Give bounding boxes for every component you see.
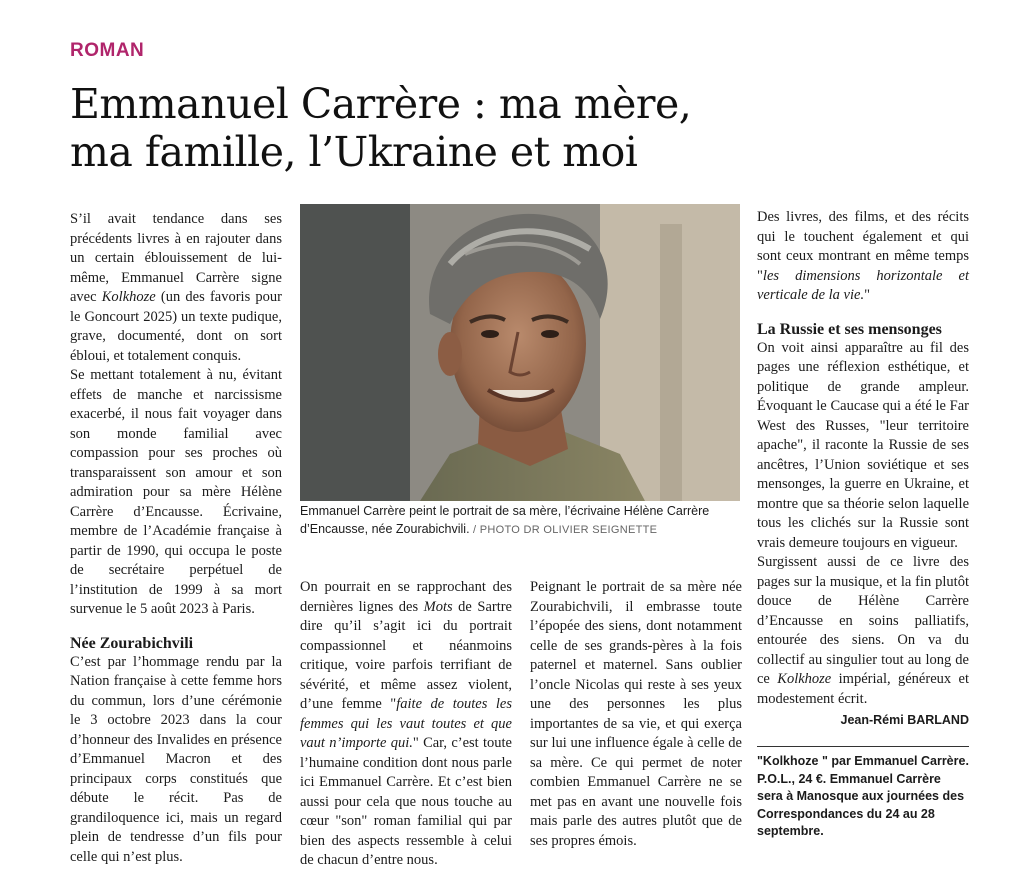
book-title-mots: Mots (423, 598, 453, 615)
subheading-nee-zourabichvili: Née Zourabichvili (70, 634, 194, 652)
paragraph-intro: S’il avait tendance dans ses précédents livres à en rajouter dans un certain éblouissement de lui-même, Emmanuel Carrère signe avec Kolkhoze (un des favoris pour le Goncourt 2025) un texte pudique, grave, documenté, dont on sort ébloui, et totalement conquis. (70, 211, 282, 364)
quote-femme: faite de toutes les femmes qui les vaut toutes et que vaut n’importe qui. (300, 696, 512, 751)
paragraph-3: C’est par l’hommage rendu par la Nation française à cette femme hors du commun, lors d’une cérémonie le 3 octobre 2023 dans la cour d’honneur des Invalides en présence d’Emmanuel Macron et des principaux corps constitués que débute le récit. Pas de grandiloquence ici, mais un regard plein de tendresse d’un fils pour celle qui n’est plus. (70, 653, 282, 865)
subheading-russie: La Russie et ses mensonges (757, 320, 942, 338)
caption-text: Emmanuel Carrère peint le portrait de sa mère, l’écrivaine Hélène Carrère d’Encausse, née Zourabichvili. (300, 504, 710, 536)
paragraph-7: On voit ainsi apparaître au fil des pages une réflexion esthétique, et politique de grande ampleur. Évoquant le Caucase qui a été le Far West des Russes, "leur territoire apache", il raconte la Russie de ses ancêtres, l’Union soviétique et ses mensonges, la guerre en Ukraine, et montre que sa théorie selon laquelle tous les clichés sur la Russie sont vrais demeure toujours en vigueur. (757, 339, 969, 551)
photo-caption (300, 503, 740, 539)
article-column-1 (70, 210, 282, 867)
article-column-3 (530, 578, 742, 851)
photo-credit: / PHOTO DR OLIVIER SEIGNETTE (473, 523, 658, 536)
article-column-4 (757, 208, 969, 731)
paragraph-5: Peignant le portrait de sa mère née Zourabichvili, il embrasse toute l’épopée des siens, dont notamment celle de ses grands-pères à la fois paternel et maternel. Sans oublier l’oncle Nicolas qui reste à ses yeux une des personnes les plus importantes de sa vie, et qui exerça sur lui une influence égale à celle de sa mère. Ce qui permet de noter combien Emmanuel Carrère ne se met pas en avant une nouvelle fois mais parle des autres plutôt que de ses propres émois. (530, 579, 742, 849)
book-title: Kolkhoze (101, 289, 156, 305)
book-infobox: "Kolkhoze " par Emmanuel Carrère. P.O.L., 24 €. Emmanuel Carrère sera à Manosque aux journées des Correspondances du 24 au 28 septembre. (757, 746, 969, 841)
headline-line-1: Emmanuel Carrère : ma mère, (70, 80, 692, 128)
article-headline (70, 80, 970, 176)
paragraph-2: Se mettant totalement à nu, évitant effets de manche et narcissisme exacerbé, il nous fait voyager dans son monde familial avec compassion pour ses proches où transparaissent son amour et son admiration pour sa mère Hélène Carrère d’Encausse. Écrivaine, membre de l’Académie française à partir de 1990, qui occupa le poste de secrétaire perpétuel de l’institution de 1999 à sa mort survenue le 5 août 2023 à Paris. (70, 367, 282, 617)
paragraph-4: On pourrait en se rapprochant des dernières lignes des Mots de Sartre dire qu’il s’agit ici du portrait compassionnel et néanmoins critique, voire parfois terrifiant de sévérité, et même assez violent, d’une femme "faite de toutes les femmes qui les vaut toutes et que vaut n’importe qui." Car, c’est toute l’humaine condition dont nous parle ici Emmanuel Carrère. Et c’est bien aussi pour cela que nous touche au cœur "son" roman familial qui par bien des aspects ressemble à celui de chacun d’entre nous. (300, 579, 512, 868)
headline-line-2: ma famille, l’Ukraine et moi (70, 128, 638, 176)
paragraph-6: Des livres, des films, et des récits qui le touchent également et qui sont ceux montrant en même temps "les dimensions horizontale et verticale de la vie." (757, 209, 969, 303)
portrait-image (300, 204, 740, 501)
article-column-2 (300, 578, 512, 871)
paragraph-8: Surgissent aussi de ce livre des pages sur la musique, et la fin plutôt douce de Hélène Carrère d’Encausse en soins palliatifs, entourée des siens. On va du collectif au singulier tout au long de ce Kolkhoze impérial, généreux et modestement écrit. (757, 554, 969, 707)
quote-dimensions: les dimensions horizontale et verticale de la vie. (757, 267, 969, 303)
author-photo (300, 204, 740, 501)
book-title-kolkhoze: Kolkhoze (777, 671, 832, 687)
author-signature: Jean-Rémi BARLAND (840, 713, 969, 727)
section-rubric: ROMAN (70, 40, 145, 61)
